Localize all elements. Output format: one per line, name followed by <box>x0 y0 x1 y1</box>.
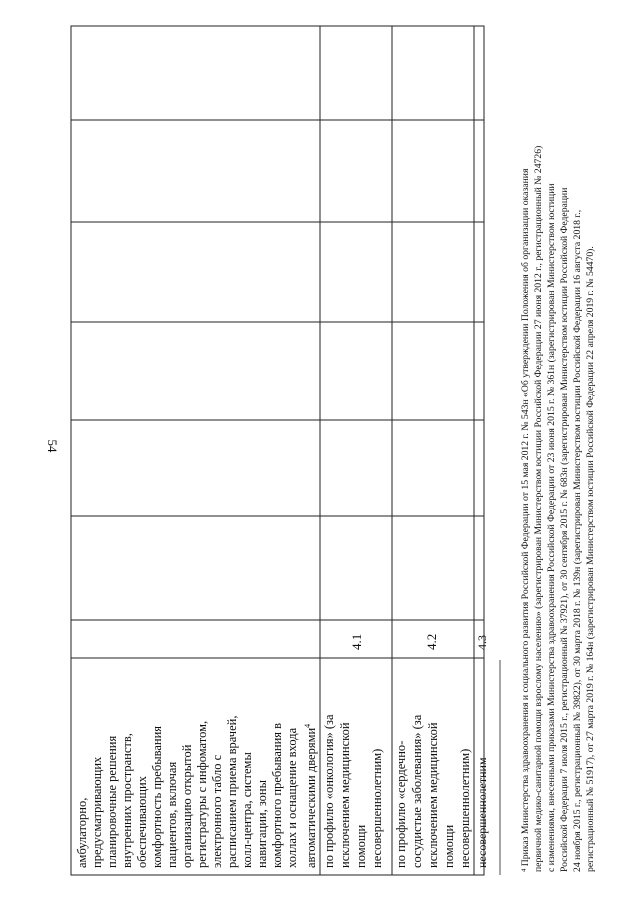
main-cell-last-text: автоматическими дверями <box>304 727 319 868</box>
row-label-line: несовершеннолетним <box>475 757 489 868</box>
row-code: 4.1 <box>349 633 364 650</box>
main-cell-line: внутренних пространств, <box>120 733 134 868</box>
main-cell-line: организацию открытой <box>180 744 194 868</box>
main-cell-line: регистратуры с инфоматом, <box>195 720 209 868</box>
row-label-line: помощи <box>354 824 368 868</box>
main-cell-line: планировочные решения <box>105 735 119 868</box>
footnote-line: с изменениями, внесенными приказами Министерства здравоохранения Российской Федерации от 23 июня 2015 г. № 361н (зарегистрирован Министерством юстиции <box>546 183 557 872</box>
footnote-line: Российской Федерации 7 июля 2015 г., регистрационный № 37921), от 30 сентября 2015 г. № 683н (зарегистрирован Министерством юстиции Российской Федерации <box>559 187 570 872</box>
main-cell-line: расписанием приема врачей, <box>225 715 239 868</box>
main-cell-line: холлах и оснащение входа <box>285 727 299 868</box>
row-label-line: помощи <box>442 824 456 868</box>
footnote-line: 24 ноября 2015 г., регистрационный № 39822), от 30 марта 2018 г. № 139н (зарегистрирован Министерством юстиции Российской Федерации 16 августа 2018 г., <box>572 209 583 872</box>
main-cell-line: обеспечивающих <box>135 776 149 868</box>
row-code: 4.3 <box>475 635 489 650</box>
row-label-line: несовершеннолетним) <box>370 748 384 868</box>
main-cell-line: предусматривающих <box>90 756 104 868</box>
row-label-line: исключением медицинской <box>426 722 440 868</box>
main-cell-line: комфортность пребывания <box>150 725 164 868</box>
main-cell-line: электронного табло с <box>210 754 224 868</box>
row-label-line: несовершеннолетним) <box>458 748 472 868</box>
main-cell-line: навигации, зоны <box>255 779 269 868</box>
row-label-line: сосудистые заболевания» (за <box>410 714 424 868</box>
main-cell-line: колл-центра, системы <box>240 752 254 868</box>
main-cell-line: амбулаторно, <box>75 797 89 868</box>
row-label-line: по профилю «сердечно- <box>394 740 408 868</box>
row-label-line: исключением медицинской <box>338 722 352 868</box>
footnote-line: ⁴ Приказ Министерства здравоохранения и социального развития Российской Федерации от 15 мая 2012 г. № 543н «Об утверждении Положения об организации оказания <box>520 168 531 872</box>
main-cell-line: пациентов, включая <box>165 761 179 868</box>
page-number: 54 <box>45 439 60 453</box>
row-code: 4.2 <box>424 633 439 650</box>
footnote-reference: 4 <box>303 723 312 728</box>
main-cell-line-last <box>300 724 319 868</box>
footnote-line: первичной медико-санитарной помощи взрослому населению» (зарегистрирован Министерством юстиции Российской Федерации 27 июня 2012 г., регистрационный № 24726) <box>533 145 544 872</box>
footnote-line: регистрационный № 51917), от 27 марта 2019 г. № 164н (зарегистрирован Министерством юстиции Российской Федерации 22 апреля 2019 г. № 54470). <box>585 246 596 872</box>
row-label-line: по профилю «онкология» (за <box>322 714 336 868</box>
main-cell-line: комфортного пребывания в <box>270 722 284 868</box>
